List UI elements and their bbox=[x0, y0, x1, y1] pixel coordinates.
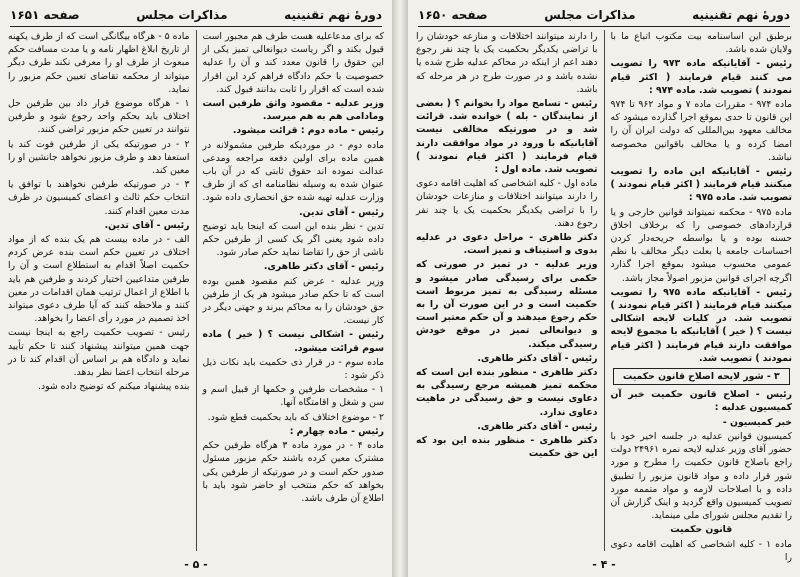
paragraph: رئیس - آقای تدین. bbox=[104, 219, 190, 231]
right-page-col-right bbox=[610, 30, 793, 563]
paragraph: دکتر طاهری - منظور بنده این است که محکمه تمیز همیشه مرجع رسیدگی به دعاوی نیست و حق رسیدگی در ماهیت دعاوی ندارد. bbox=[416, 367, 598, 418]
paragraph: رئیس - آقای دکتر طاهری. bbox=[263, 261, 384, 273]
paragraph: برطبق این اساسنامه بیت مکتوب اتباع ما با ولایان شده باشد. bbox=[610, 31, 792, 56]
left-header-left: صفحه ۱۶۵۱ bbox=[10, 8, 80, 22]
paragraph: کمیسیون قوانین عدلیه در جلسه اخیر خود با حضور آقای وزیر عدلیه لایحه نمره ۲۴۹۶۱ دولت راجع باصلاح قانون حکمیت را مطرح و مورد شور قرار داده و مواد قانون مزبور را تطبیق داده و با اصلاحات لازمه و مواد متممه مورد تصویب کمیسیون واقع گردید و اینک گزارش آن را تقدیم مجلس شورای ملی مینماید. bbox=[610, 430, 792, 522]
paragraph: الف - در ماده بیست هم یک بنده که از مواد اختلاف در تعیین حکم است بنده عرض کردم حکمیت اصلاً اقدام به استطلاع است و آن را طرفین متداعیین اختیار کردند و طرفین هم باید با اطلاع از اعمال ترتیب همان اقدامات در معین کنند و ملاحظه کنند که آیا طرف دعوی میتواند اخذ تصمیم در مورد رأی اعضا را بخواهد. bbox=[7, 234, 190, 325]
right-page-col-left bbox=[416, 30, 598, 551]
right-header-center: مذاکرات مجلس bbox=[544, 8, 636, 22]
paragraph: ۲ - موضوع اختلاف که باید بحکمیت قطع شود. bbox=[207, 411, 384, 423]
paragraph: وزیر عدلیه - مقصود واثق طرفین است ومادامی هم به هم میرسد. bbox=[202, 98, 384, 123]
column-divider bbox=[196, 30, 197, 551]
paragraph: رئیس - اصلاح قانون حکمیت خبر آن کمیسیون عدلیه : bbox=[610, 389, 792, 414]
paragraph: رئیس - تصویب حکمیت راجع به اینجا نیست جهت همین میتوانند پیشنهاد کنند تا حکم تأیید نماید و دادگاه هم بر اساس آن اقدام کند تا در مرحله انتخاب اعضا نظر بدهد. bbox=[8, 327, 190, 379]
left-page bbox=[0, 0, 392, 577]
left-page-columns bbox=[8, 30, 384, 551]
book-gutter bbox=[392, 0, 408, 577]
right-page-header bbox=[418, 4, 790, 27]
paragraph: رئیس - آقای دکتر طاهری. bbox=[477, 352, 598, 364]
paragraph: رئیس - آقایانیکه این ماده را تصویب میکنند قیام فرمایند ( اکثر قیام نمودند ) تصویب شد. ماده ۹۷۵ : bbox=[610, 166, 792, 204]
paragraph: ماده ۵ - هرگاه بیگانگی است که از طرف یکهنه از تاریخ ابلاغ اظهار نامه و یا مدت مسافت حکم مبعوث از طرف او را معرفی نکند طرف دیگر میتواند از محکمه تقاضای تعیین حکم مزبور را نماید. bbox=[8, 31, 190, 95]
right-header-left: صفحه ۱۶۵۰ bbox=[418, 8, 488, 22]
left-page-number: - ۵ - bbox=[184, 558, 208, 571]
paragraph: بنده پیشنهاد میکنم که توضیح داده شود. bbox=[38, 381, 190, 393]
paragraph: دکتر طاهری - مراحل دعوی در عدلیه بدوی و استیناف و تمیز است. bbox=[416, 232, 598, 257]
paragraph: دکتر طاهری - منظور بنده این بود که این حق حکمیت bbox=[416, 435, 598, 460]
paragraph: رئیس - آقایانیکه ماده ۹۷۵ را تصویب میکنند قیام فرمایند ( اکثر قیام نمودند ) تصویب شد. در کلیات لایحه اشکالی نیست ؟ ( خیر ) آقایانیکه با مجموع لایحه موافقت دارند قیام فرمایند ( اکثر قیام نمودند ) تصویب شد. bbox=[610, 286, 793, 364]
paragraph: رئیس - آقایانیکه ماده ۹۷۳ را تصویب می کنند قیام فرمایند ( اکثر قیام نمودند ) تصویب شد. ماده ۹۷۴ : bbox=[610, 58, 793, 96]
left-page-col-left bbox=[8, 30, 190, 551]
right-page bbox=[408, 0, 800, 577]
paragraph: رئیس - ماده چهارم : bbox=[289, 425, 384, 437]
paragraph: رئیس - اشکالی نیست ؟ ( خیر ) ماده سوم قرائت میشود. bbox=[202, 329, 384, 354]
paragraph: ماده سوم - در قرار ذی حکمیت باید نکات ذیل ذکر شود : bbox=[202, 356, 384, 382]
paragraph: ماده اول - کلیه اشخاصی که اهلیت اقامه دعوی را دارند میتوانند اختلافات و منازعات خودشان را با تراضی یکدیگر بحکمیت یک یا چند نفر رجوع دهند. bbox=[416, 178, 598, 229]
law-title: قانون حکمیت bbox=[670, 524, 733, 536]
left-header-right: دورهٔ نهم تقنینیه bbox=[284, 8, 382, 22]
paragraph: ماده ۹۷۵ - محکمه نمیتواند قوانین خارجی و یا قراردادهای خصوصی را که برخلاف اخلاق حسنه بوده و یا بواسطه جریحه‌دار کردن احساسات جامعه یا بعلت دیگر مخالف با نظم عمومی محسوب میشود بموقع اجرا گذارد اگرچه اجرای قوانین مزبور اصولاً مجاز باشد. bbox=[610, 206, 792, 284]
paragraph: ماده ۱ - کلیه اشخاصی که اهلیت اقامه دعوی را bbox=[610, 538, 793, 563]
paragraph: که برای مدعاعلیه هست طرف هم مجبور است قبول بکند و اگر ریاست دیوانعالی تمیز یکی از این حقوق را قانون معدد کند و آن را عدلیه خصوصیت با حکم دادگاه فراهم کرد این اقرار شده است که اقرار را ثابت بدانند قبول کند. bbox=[202, 31, 384, 95]
paragraph: ماده ۹۷۴ - مقررات ماده ۷ و مواد ۹۶۲ تا ۹۷۴ این قانون تا حدی بموقع اجرا گذارده میشود که مخالف معهود بین‌المللی که دولت ایران آن را امضا کرده و یا مخالف باقوانین مخصوصه نباشد. bbox=[610, 99, 792, 163]
left-page-col-right bbox=[203, 30, 385, 551]
right-header-right: دورهٔ نهم تقنینیه bbox=[692, 8, 790, 22]
section-heading-box: ۳ - شور لایحه اصلاح قانون حکمیت bbox=[613, 368, 791, 385]
paragraph: ۱ - هرگاه موضوع قرار داد بین طرفین حل اختلاف باید بحکم واحد رجوع شود و طرفین نتوانند در تعیین حکم مزبور تراضی کنند. bbox=[8, 98, 190, 136]
column-divider bbox=[604, 30, 605, 551]
paragraph: ماده دوم - در موردیکه طرفین مشمولانه در همین ماده برای اولین دفعه مراجعه ومدعی عدالت نموده اند حقوق ثابتی که در آن باب عنوان شده به وسیله نظامنامه ای که از طرف وزارت عدلیه تهیه شده حق انحصاری داده شود. bbox=[202, 139, 384, 204]
paragraph: رئیس - ماده دوم : قرائت میشود. bbox=[232, 125, 384, 137]
section-subheading: خبر کمیسیون - bbox=[722, 416, 792, 428]
paragraph: ۱ - مشخصات طرفین و حکمها از قبیل اسم و سن و شغل و اقامتگاه آنها. bbox=[202, 384, 384, 409]
paragraph: وزیر عدلیه - در تمیز در صورتی که حکمی برای رسیدگی صادر میشود و مسئله رسیدگی به تمیز مربوط است حکمیت است و در این صورت آن را به حکم رجوع میدهند و آن حکم معتبر است و دیوانعالی تمیز در موقع خودش رسیدگی میکند. bbox=[416, 259, 598, 350]
paragraph: تدین - نظر بنده این است که اینجا باید توضیح داده شود یعنی اگر یک کسی از طرفین حکم ناشی از حق را تقاضا نماید حکم صادر شود. bbox=[202, 220, 384, 259]
right-page-number: - ۴ - bbox=[592, 558, 616, 571]
right-page-columns bbox=[416, 30, 793, 563]
paragraph: ۳ - در صورتیکه طرفین نخواهند با توافق یا انتخاب حکم ثالث و اعضای کمیسیون در ظرف مدت معین اقدام کنند. bbox=[8, 179, 190, 217]
paragraph: ماده ۴ - در مورد ماده ۳ هرگاه طرفین حکم مشترک معین کرده باشند حکم مزبور مسئول صدور حکم است و در صورتیکه از طرفین یکی بخواهد که حکم منتخب او حاضر شود باید با اطلاع آن طرف باشد. bbox=[202, 440, 384, 504]
paragraph: رئیس - آقای دکتر طاهری. bbox=[477, 420, 598, 432]
paragraph: را دارند میتوانند اختلافات و منازعه خودشان را با تراضی یکدیگر بحکمیت یک یا چند نفر رجوع دهند اعم از اینکه در محاکم عدلیه طرح شده یا نشده باشد و در صورت طرح در هر مرحله که باشد. bbox=[416, 31, 598, 95]
paragraph: وزیر عدلیه - عرض کنم مقصود همین بوده است که تا حکم صادر میشود هر یک از طرفین حق خودشان را به محاکم ببرند و جهتی دیگر در کار نیست. bbox=[202, 275, 384, 327]
left-page-header bbox=[10, 4, 382, 27]
left-header-center: مذاکرات مجلس bbox=[136, 8, 228, 22]
paragraph: رئیس - آقای تدین. bbox=[299, 206, 384, 218]
paragraph: ۲ - در صورتیکه یکی از طرفین فوت کند یا استعفا دهد و طرف مزبور نخواهد جانشین او را معین کند. bbox=[8, 138, 190, 177]
paragraph: رئیس - تسامح مواد را بخوانم ؟ ( بعضی از نمایندگان - بله ) خوانده شد. قرائت شد و در صورتیکه مخالفی نیست آقایانیکه با ورود در مواد موافقت دارند قیام فرمایند ( اکثر قیام نمودند ) تصویب شد. ماده اول : bbox=[416, 98, 598, 176]
